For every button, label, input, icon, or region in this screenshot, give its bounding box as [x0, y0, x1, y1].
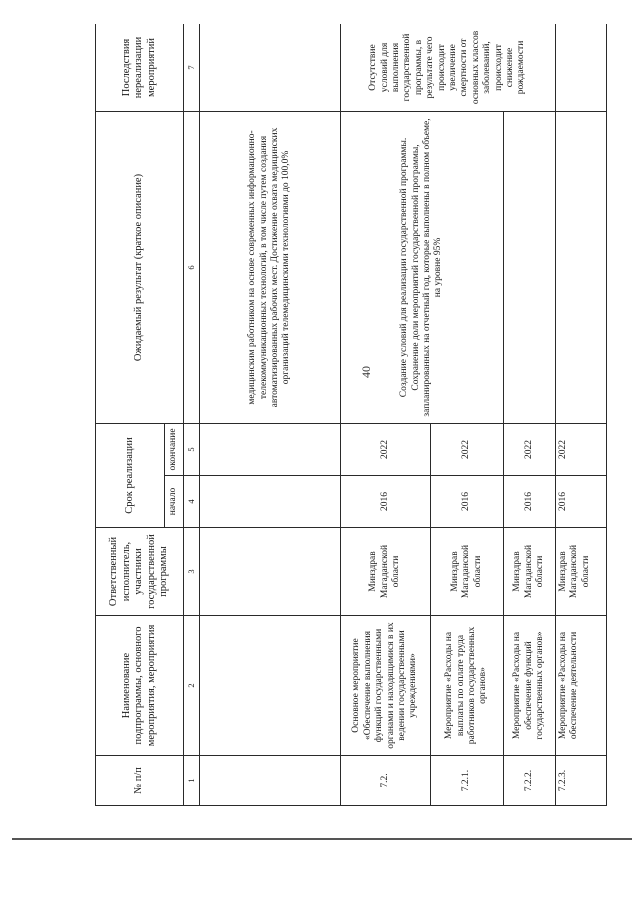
- row-name: Мероприятие «Расходы на обеспечение деятельности: [556, 616, 607, 756]
- merged-result-cell: Создание условий для реализации государственной программы. Сохранение доли мероприятий государственной программы, запланированных на отчетный год, которые выполнены в полном объеме, на уровне 95%: [341, 111, 504, 423]
- row-responsible: Минздрав Магаданской области: [504, 528, 556, 616]
- column-number: 1: [184, 756, 200, 806]
- merged-consequences-cell: Отсутствие условий для выполнения государственной программы, в результате чего происходит увеличение смертности от основных классов заболеваний, происходит снижение рождаемости: [341, 24, 556, 111]
- row-name: Мероприятие «Расходы на выплаты по оплате труда работников государственных органов»: [431, 616, 504, 756]
- column-number-row: [184, 24, 200, 806]
- column-number: 2: [184, 616, 200, 756]
- row-start: 2016: [341, 476, 431, 528]
- header-result: Ожидаемый результат (краткое описание): [96, 111, 184, 423]
- column-number: 6: [184, 111, 200, 423]
- rotated-table-container: [95, 24, 629, 806]
- row-name: Основное мероприятие «Обеспечение выполнения функций государственными органами и находящимися в их ведении государственными учреждениями»: [341, 616, 431, 756]
- table-row: [341, 24, 431, 806]
- header-name: Наименование подпрограммы, основного мероприятия, мероприятия: [96, 616, 184, 756]
- table-row: [556, 24, 607, 806]
- column-number: 5: [184, 423, 200, 475]
- row-start: 2016: [556, 476, 607, 528]
- row-end: 2022: [341, 423, 431, 475]
- column-number: 7: [184, 24, 200, 111]
- row-number: 7.2.3.: [556, 756, 607, 806]
- column-number: 3: [184, 528, 200, 616]
- row-number: 7.2.2.: [504, 756, 556, 806]
- row-name: Мероприятие «Расходы на обеспечение функций государственных органов»: [504, 616, 556, 756]
- header-row: [96, 24, 165, 806]
- row-responsible: Минздрав Магаданской области: [556, 528, 607, 616]
- row-number: 7.2.: [341, 756, 431, 806]
- row-end: 2022: [556, 423, 607, 475]
- row-end: 2022: [504, 423, 556, 475]
- header-period: Срок реализации: [96, 423, 165, 527]
- continuation-row: [200, 24, 341, 806]
- header-end: окончание: [165, 423, 184, 475]
- program-table: [95, 24, 607, 806]
- header-responsible: Ответственный исполнитель, участники государственной программы: [96, 528, 184, 616]
- row-responsible: Минздрав Магаданской области: [341, 528, 431, 616]
- row-start: 2016: [431, 476, 504, 528]
- row-start: 2016: [504, 476, 556, 528]
- continuation-result-cell: медицинским работником на основе современных информационно-телекоммуникационных технологий, в том числе путем создания автоматизированных рабочих мест. Достижение охвата медицинских организаций телемедицинскими технологиями до 100,0%: [200, 111, 341, 423]
- header-number: № п/п: [96, 756, 184, 806]
- row-end: 2022: [431, 423, 504, 475]
- row-responsible: Минздрав Магаданской области: [431, 528, 504, 616]
- table-row: [504, 24, 556, 806]
- header-start: начало: [165, 476, 184, 528]
- column-number: 4: [184, 476, 200, 528]
- row-number: 7.2.1.: [431, 756, 504, 806]
- scan-edge-line: [12, 838, 632, 840]
- page-number: 40: [359, 366, 373, 378]
- rotated-page-area: [95, 24, 640, 806]
- header-consequences: Последствия нереализации мероприятий: [96, 24, 184, 111]
